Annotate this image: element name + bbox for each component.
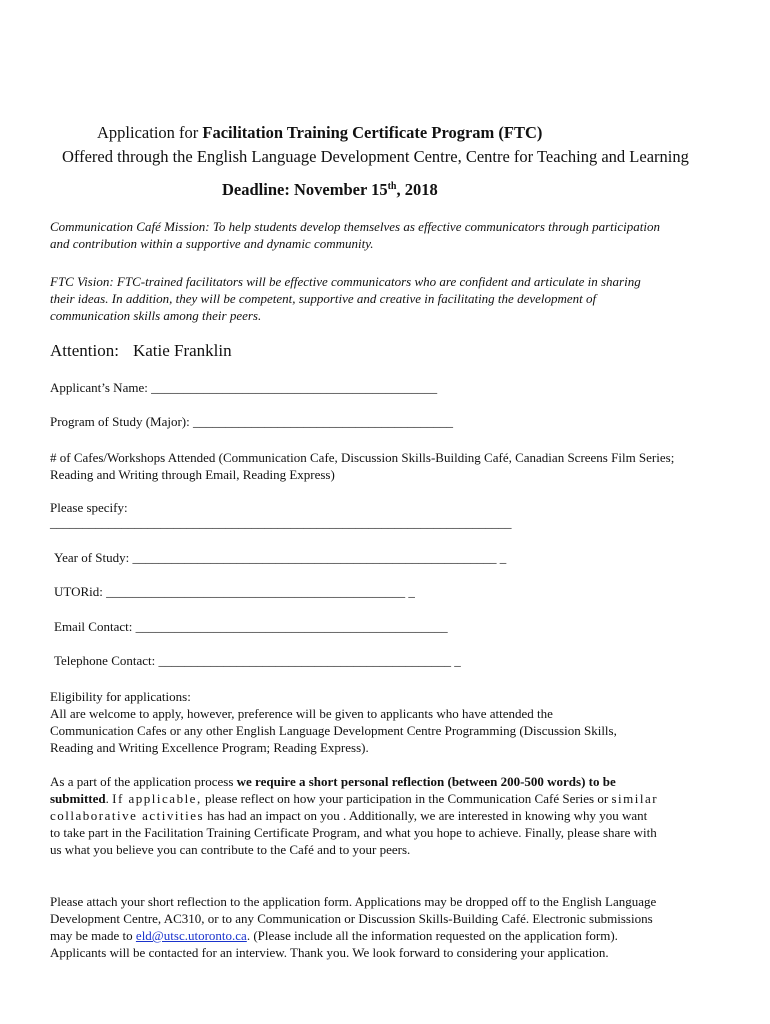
deadline-suffix: , 2018 [396,180,438,199]
email-contact-field[interactable]: Email Contact: ________________________________________________ [54,619,448,634]
utorid-field[interactable]: UTORid: ______________________________________________ _ [54,584,415,599]
submission-email-link[interactable]: eld@utsc.utoronto.ca [135,928,247,943]
eligibility-section [50,688,620,756]
vision-statement: FTC Vision: FTC-trained facilitators will be effective communicators who are confident and articulate in sharing their ideas. In addition, they will be competent, supportive and creative in facilitating the development of communication skills among their peers. [50,274,641,323]
attention-label: Attention: [50,341,119,360]
submission-text-1: Please attach your short reflection to the application form. Applications may be dropped off to the English Language Development Centre, AC310, or to any Communication or Discussion Skills-Building Café. Electronic submissions may be made to [50,894,657,943]
reflection-requirement: we require a short personal reflection (between 200-500 words) to be submitted [50,774,616,806]
reflection-paragraph [50,773,660,858]
year-of-study-field[interactable]: Year of Study: ________________________________________________________ _ [54,550,507,565]
submission-text-2: . (Please include all the information requested on the application form). Applicants will be contacted for an interview. Thank you. We look forward to considering your application. [50,928,618,960]
page-title [97,123,542,143]
page-subtitle: Offered through the English Language Development Centre, Centre for Teaching and Learning [62,147,689,166]
telephone-contact-field[interactable]: Telephone Contact: _____________________________________________ _ [54,653,461,668]
title-prefix: Application for [97,123,203,142]
submission-paragraph [50,893,662,961]
applicant-name-field[interactable]: Applicant’s Name: ____________________________________________ [50,380,438,395]
deadline [222,180,438,200]
attention-name: Katie Franklin [132,341,232,360]
title-program-name: Facilitation Training Certificate Program (FTC) [202,123,543,142]
eligibility-body: All are welcome to apply, however, preference will be given to applicants who have attended the Communication Cafes or any other English Language Development Centre Programming (Discussion Skills, Reading and Writing Excellence Program; Reading Express). [50,706,617,755]
reflection-text-4: has had an impact on you . Additionally, we are interested in knowing why you want to take part in the Facilitation Training Certificate Program, and what you hope to achieve. Finally, please share with us what you believe you can contribute to the Café and to your peers. [50,808,657,857]
eligibility-heading: Eligibility for applications: [50,689,191,704]
deadline-sup: th [387,181,397,192]
reflection-text-3: please reflect on how your participation in the Communication Café Series or [201,791,612,806]
attention-line [50,341,232,361]
reflection-text-1: As a part of the application process [50,774,237,789]
deadline-prefix: Deadline: November 15 [222,180,388,199]
reflection-text-2: . [105,791,113,806]
reflection-similar-activities: similar collaborative activities [50,791,659,823]
program-of-study-field[interactable]: Program of Study (Major): ________________________________________ [50,414,453,429]
reflection-if-applicable: If applicable, [112,791,202,806]
please-specify-line[interactable]: _______________________________________________________________________ [50,515,512,530]
mission-statement: Communication Café Mission: To help students develop themselves as effective communicators through participation and contribution within a supportive and dynamic community. [50,219,660,251]
please-specify-label: Please specify: [50,500,128,515]
cafes-attended-field[interactable]: # of Cafes/Workshops Attended (Communication Cafe, Discussion Skills-Building Café, Canadian Screens Film Series; Reading and Writing through Email, Reading Express) [50,450,675,482]
